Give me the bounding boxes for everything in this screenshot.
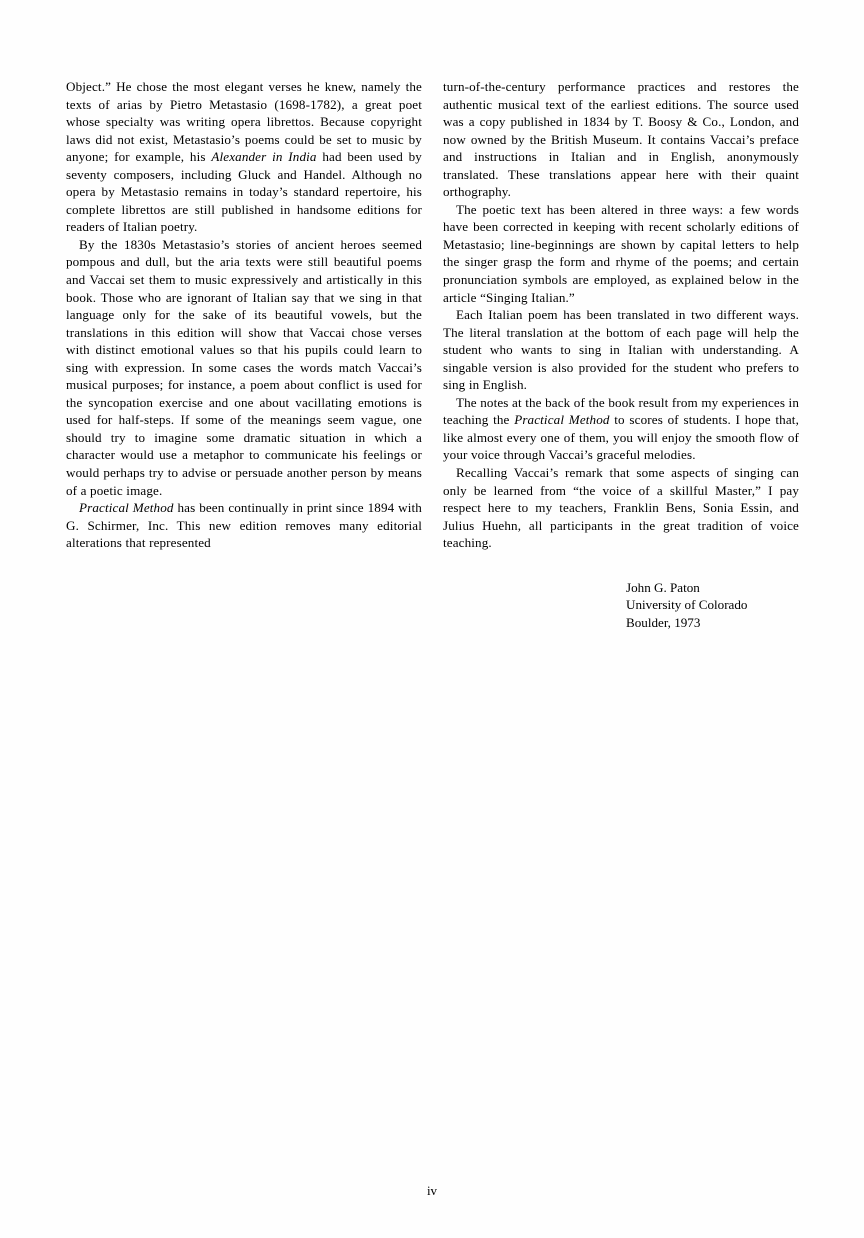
left-column-paragraph — [66, 236, 422, 499]
body-text: Object.” He chose the most elegant verses he knew, namely the texts of arias by Pietro Metastasio (1698-1782), a great poet whose specialty was writing opera librettos. Because copyright laws did not exist, Metastasio’s poems could be set to music by anyone; for example, his — [66, 79, 422, 165]
left-column-paragraph — [66, 499, 422, 552]
body-text: had been used by seventy composers, including Gluck and Handel. Although no opera by Metastasio remains in today’s standard repertoire, his complete librettos are still published in handsome editions for readers of Italian poetry. — [66, 149, 422, 235]
body-text: The poetic text has been altered in three ways: a few words have been corrected in keeping with recent scholarly editions of Metastasio; line-beginnings are shown by capital letters to help the singer grasp the form and rhyme of the poems; and certain pronunciation symbols are employed, as explained below in the article “Singing Italian.” — [443, 201, 799, 305]
right-column-paragraph — [443, 306, 799, 394]
signature-line: University of Colorado — [626, 597, 748, 613]
italic-title-text: Alexander in India — [211, 149, 317, 165]
signature-line: Boulder, 1973 — [626, 614, 701, 630]
body-text: Recalling Vaccai’s remark that some aspects of singing can only be learned from “the voice of a skillful Master,” I pay respect here to my teachers, Franklin Bens, Sonia Essin, and Julius Huehn, all participants in the great tradition of voice teaching. — [443, 465, 799, 551]
two-column-text-body — [66, 78, 800, 631]
left-column-paragraph — [66, 78, 422, 236]
signature-line: John G. Paton — [626, 579, 700, 595]
right-column — [443, 78, 799, 631]
right-column-paragraph — [443, 394, 799, 464]
italic-title-text: Practical Method — [514, 412, 610, 428]
body-text: Each Italian poem has been translated in two different ways. The literal translation at the bottom of each page will help the student who wants to sing in Italian with understanding. A singable version is also provided for the student who prefers to sing in English. — [443, 307, 799, 393]
body-text: turn-of-the-century performance practices and restores the authentic musical text of the earliest editions. The source used was a copy published in 1834 by T. Boosy & Co., London, and now owned by the British Museum. It contains Vaccai’s preface and instructions in Italian and in English, anonymously translated. These translations appear here with their quaint orthography. — [443, 79, 799, 200]
body-text: to scores of students. I hope that, like almost every one of them, you will enjoy the smooth flow of your voice through Vaccai’s graceful melodies. — [443, 412, 799, 463]
italic-title-text: Practical Method — [79, 500, 174, 516]
right-column-paragraph — [443, 464, 799, 552]
left-column — [66, 78, 422, 552]
body-text: The notes at the back of the book result from my experiences in teaching the — [443, 394, 799, 428]
page-number: iv — [426, 1183, 438, 1198]
right-column-paragraph — [443, 201, 799, 306]
right-column-paragraph — [443, 78, 799, 201]
body-text: has been continually in print since 1894 with G. Schirmer, Inc. This new edition removes many editorial alterations that represented — [66, 500, 422, 551]
signature-block — [626, 579, 799, 632]
body-text: By the 1830s Metastasio’s stories of ancient heroes seemed pompous and dull, but the aria texts were still beautiful poems and Vaccai set them to music expressively and artistically in this book. Those who are ignorant of Italian say that we sing in that language only for the sake of its beautiful vowels, but the translations in this edition will show that Vaccai chose verses with distinct emotional values so that his pupils could learn to sing with expression. In some cases the words match Vaccai’s musical purposes; for instance, a poem about conflict is used for the syncopation exercise and one about vacillating emotions is used for half-steps. If some of the meanings seem vague, one should try to imagine some dramatic situation in which a character would use a metaphor to communicate his feelings or would perhaps try to advise or persuade another person by means of a poetic image. — [66, 236, 422, 498]
